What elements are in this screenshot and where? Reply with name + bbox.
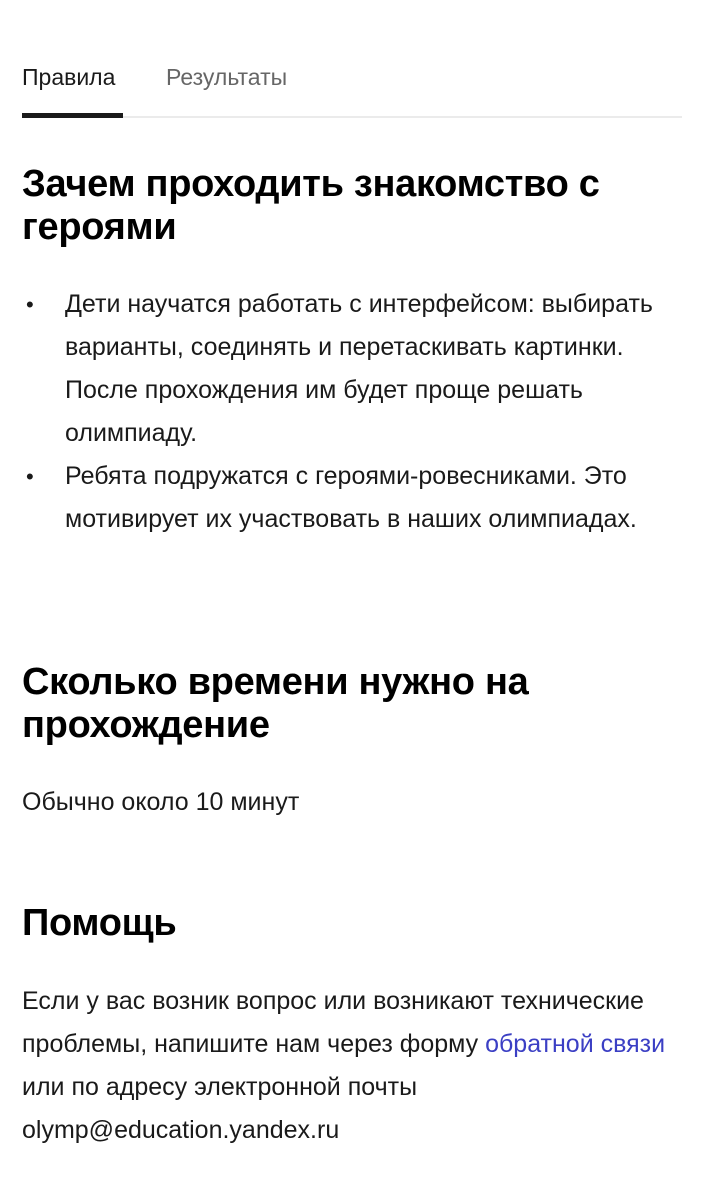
time-text: Обычно около 10 минут: [22, 788, 300, 816]
tab-results[interactable]: [166, 63, 287, 91]
list-item: [22, 283, 692, 455]
help-heading: Помощь: [22, 902, 177, 944]
why-heading: Зачем проходить знакомство с героями: [22, 163, 600, 248]
time-heading: Сколько времени нужно на прохождение: [22, 661, 529, 746]
tab-rules[interactable]: [22, 63, 115, 91]
help-text-before-link: Если у вас возник вопрос или возникают технические проблемы, напишите нам через форму: [22, 987, 644, 1058]
page-content: [22, 0, 682, 1144]
bullet-icon: •: [26, 464, 34, 489]
feedback-link[interactable]: обратной связи: [485, 1030, 666, 1058]
help-text-after-link: или по адресу электронной почты olymp@education.yandex.ru: [22, 1073, 418, 1144]
bullet-text: Дети научатся работать с интерфейсом: выбирать варианты, соединять и перетаскивать картинки. После прохождения им будет проще решать олимпиаду.: [65, 290, 653, 447]
active-tab-indicator: [22, 113, 123, 118]
tab-results-label: Результаты: [166, 64, 288, 90]
bullet-text: Ребята подружатся с героями-ровесниками. Это мотивирует их участвовать в наших олимпиадах.: [65, 462, 637, 533]
tab-rules-label: Правила: [22, 64, 116, 90]
tab-bar: [22, 0, 682, 118]
list-item: [22, 455, 692, 541]
bullet-icon: •: [26, 292, 34, 317]
help-paragraph: [22, 980, 692, 1152]
why-bullet-list: [22, 283, 692, 541]
